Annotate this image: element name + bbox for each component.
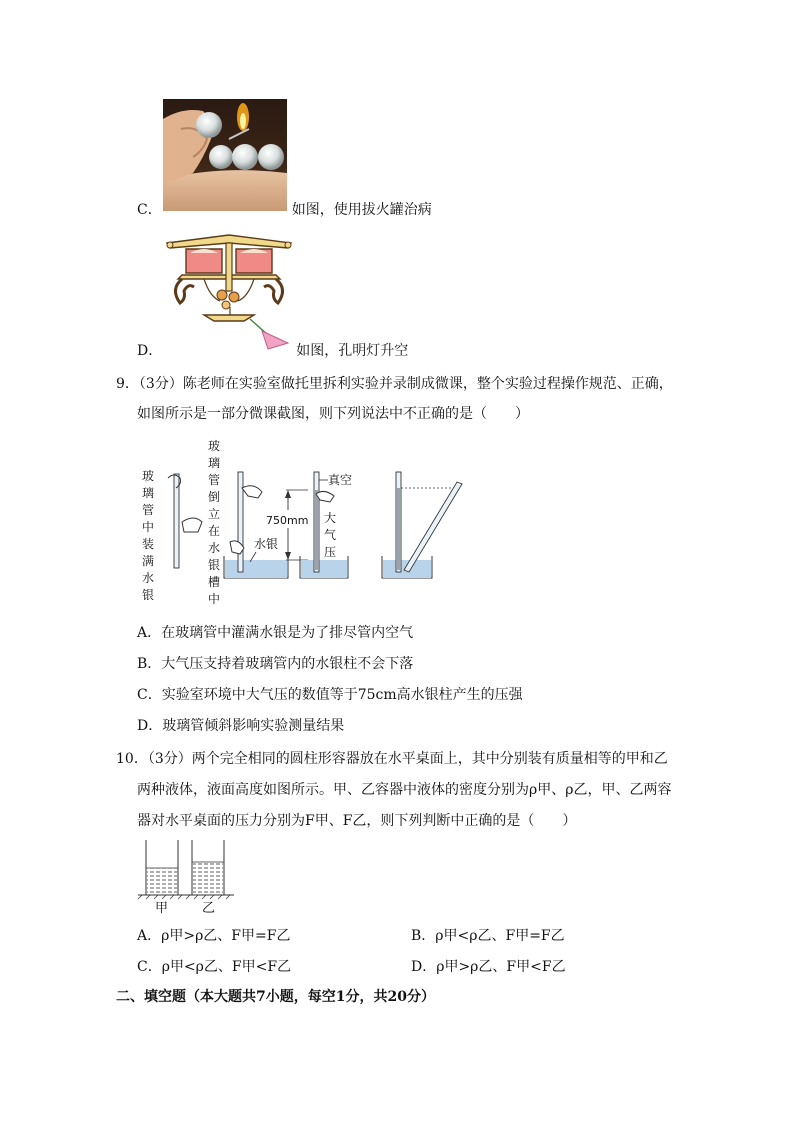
q10-option-b[interactable]: B．ρ甲<ρ乙、F甲=F乙 [411, 928, 565, 944]
torricelli-experiment-figure [138, 436, 478, 608]
kongming-lantern-drawing [164, 231, 294, 354]
svg-text:中: 中 [208, 592, 221, 606]
svg-text:银: 银 [142, 588, 155, 602]
svg-text:槽: 槽 [208, 575, 221, 589]
svg-text:管: 管 [142, 503, 155, 517]
option-letter: D． [137, 343, 163, 359]
q10-stem-line-2: 两种液体，液面高度如图所示。甲、乙容器中液体的密度分别为ρ甲、ρ乙，甲、乙两容 [137, 782, 672, 798]
q9-option-c[interactable]: C．实验室环境中大气压的数值等于75cm高水银柱产生的压强 [137, 687, 523, 703]
svg-text:管: 管 [208, 473, 221, 487]
label-pressure [324, 510, 336, 559]
q9-stem-line-1: 9．（3分）陈老师在实验室做托里拆利实验并录制成微课，整个实验过程操作规范、正确， [116, 376, 673, 392]
q9-stem-line-2: 如图所示是一部分微课截图，则下列说法中不正确的是（ ） [137, 406, 529, 422]
q8-option-c[interactable] [137, 201, 432, 219]
q10-stem-line-1: 10．（3分）两个完全相同的圆柱形容器放在水平桌面上，其中分别装有质量相等的甲和乙 [116, 751, 668, 767]
q9-option-b[interactable]: B．大气压支持着玻璃管内的水银柱不会下落 [137, 656, 414, 672]
option-letter: C． [137, 202, 162, 218]
label-vacuum: 真空 [328, 473, 353, 487]
svg-text:满: 满 [142, 554, 155, 568]
svg-text:中: 中 [142, 520, 155, 534]
label-container-b: 乙 [202, 901, 216, 916]
cupping-therapy-photo [163, 99, 287, 211]
svg-text:水: 水 [142, 571, 155, 585]
svg-text:立: 立 [208, 507, 221, 521]
svg-text:在: 在 [208, 524, 221, 538]
q10-option-a[interactable]: A．ρ甲>ρ乙、F甲=F乙 [137, 928, 291, 944]
svg-text:银: 银 [208, 558, 221, 572]
q9-option-a[interactable]: A．在玻璃管中灌满水银是为了排尽管内空气 [137, 625, 414, 641]
option-text: 如图，孔明灯升空 [296, 343, 409, 359]
q10-option-c[interactable]: C．ρ甲<ρ乙、F甲<F乙 [137, 959, 292, 975]
svg-text:气: 气 [324, 528, 337, 542]
svg-text:璃: 璃 [208, 456, 221, 470]
q8-option-d[interactable] [137, 342, 408, 360]
svg-text:大: 大 [324, 511, 337, 525]
svg-text:水: 水 [208, 541, 221, 555]
q9-option-d[interactable]: D．玻璃管倾斜影响实验测量结果 [137, 718, 345, 734]
option-text: 如图，使用拔火罐治病 [291, 202, 432, 218]
label-fill-tube [142, 468, 154, 602]
svg-text:玻: 玻 [208, 439, 221, 453]
svg-text:璃: 璃 [142, 486, 155, 500]
label-mercury: 水银 [254, 537, 279, 551]
q10-stem-line-3: 器对水平桌面的压力分别为F甲、F乙，则下列判断中正确的是（ ） [137, 813, 577, 829]
two-containers-figure [138, 838, 238, 918]
label-container-a: 甲 [155, 901, 169, 916]
label-height: 750mm [266, 514, 309, 527]
svg-text:压: 压 [324, 545, 337, 559]
svg-text:玻: 玻 [142, 469, 155, 483]
svg-text:装: 装 [142, 537, 155, 551]
svg-text:倒: 倒 [208, 490, 221, 504]
q10-option-d[interactable]: D．ρ甲>ρ乙、F甲<F乙 [411, 959, 566, 975]
section-heading: 二、填空题（本大题共7小题，每空1分，共20分） [116, 989, 435, 1005]
label-invert-tube [208, 438, 220, 606]
